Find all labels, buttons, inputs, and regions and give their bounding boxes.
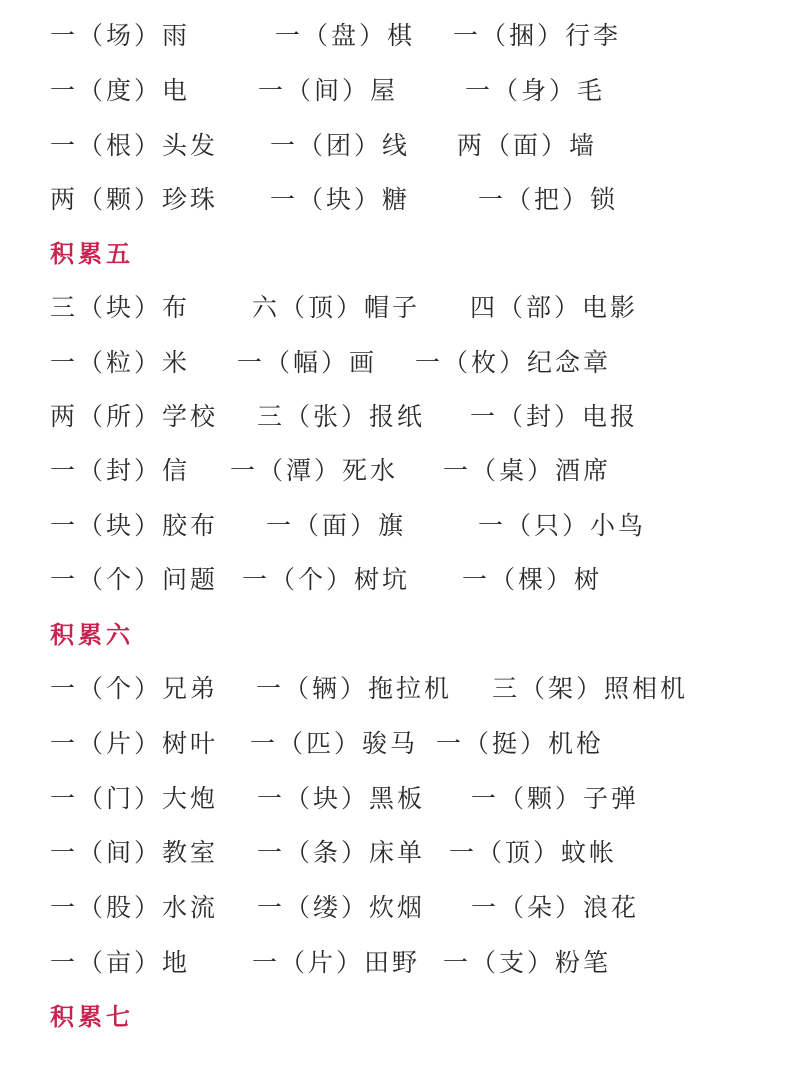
measure-word-phrase: 一（个）问题 (50, 565, 219, 594)
measure-word-row (0, 71, 810, 111)
measure-word-phrase: 三（架）照相机 (492, 674, 689, 703)
measure-word-phrase: 四（部）电影 (470, 293, 639, 322)
measure-word-phrase: 一（辆）拖拉机 (256, 674, 453, 703)
measure-word-row (0, 779, 810, 819)
measure-word-phrase: 一（面）旗 (266, 511, 407, 540)
section-heading: 积累五 (50, 239, 134, 268)
measure-word-phrase: 一（挺）机枪 (436, 729, 605, 758)
measure-word-phrase: 一（桌）酒席 (443, 456, 612, 485)
measure-word-phrase: 三（块）布 (50, 293, 191, 322)
measure-word-row (0, 180, 810, 220)
measure-word-row (0, 943, 810, 983)
measure-word-phrase: 一（封）信 (50, 456, 191, 485)
measure-word-phrase: 一（块）糖 (270, 185, 411, 214)
measure-word-phrase: 一（颗）子弹 (471, 784, 640, 813)
measure-word-row (0, 397, 810, 437)
measure-word-phrase: 一（片）树叶 (50, 729, 219, 758)
measure-word-phrase: 一（幅）画 (237, 348, 378, 377)
measure-word-phrase: 一（块）黑板 (257, 784, 426, 813)
measure-word-phrase: 一（亩）地 (50, 948, 191, 977)
measure-word-row (0, 724, 810, 764)
measure-word-phrase: 一（支）粉笔 (443, 948, 612, 977)
measure-word-phrase: 两（所）学校 (50, 402, 219, 431)
measure-word-row (0, 288, 810, 328)
measure-word-row (0, 343, 810, 383)
measure-word-phrase: 一（场）雨 (50, 21, 191, 50)
measure-word-phrase: 一（匹）骏马 (250, 729, 419, 758)
measure-word-phrase: 一（朵）浪花 (471, 893, 640, 922)
measure-word-phrase: 一（只）小鸟 (478, 511, 647, 540)
measure-word-row (0, 126, 810, 166)
measure-word-phrase: 一（间）教室 (50, 838, 219, 867)
measure-word-phrase: 一（封）电报 (470, 402, 639, 431)
measure-word-phrase: 一（块）胶布 (50, 511, 219, 540)
measure-word-row (0, 888, 810, 928)
measure-word-phrase: 三（张）报纸 (257, 402, 426, 431)
measure-word-phrase: 一（间）屋 (258, 76, 399, 105)
measure-word-phrase: 一（个）树坑 (242, 565, 411, 594)
measure-word-phrase: 一（度）电 (50, 76, 191, 105)
measure-word-row (0, 506, 810, 546)
measure-word-phrase: 一（门）大炮 (50, 784, 219, 813)
section-heading: 积累七 (50, 1002, 134, 1031)
measure-word-phrase: 一（把）锁 (478, 185, 619, 214)
measure-word-phrase: 一（捆）行李 (453, 21, 622, 50)
measure-word-phrase: 一（片）田野 (252, 948, 421, 977)
measure-word-phrase: 一（棵）树 (462, 565, 603, 594)
measure-word-phrase: 一（盘）棋 (275, 21, 416, 50)
section-heading: 积累六 (50, 620, 134, 649)
measure-word-phrase: 一（股）水流 (50, 893, 219, 922)
measure-word-phrase: 一（身）毛 (465, 76, 606, 105)
measure-word-row (0, 669, 810, 709)
measure-word-phrase: 一（团）线 (270, 131, 411, 160)
measure-word-phrase: 一（缕）炊烟 (257, 893, 426, 922)
measure-word-row (0, 16, 810, 56)
measure-word-row (0, 560, 810, 600)
measure-word-phrase: 一（枚）纪念章 (415, 348, 612, 377)
measure-word-phrase: 一（根）头发 (50, 131, 219, 160)
measure-word-row (0, 833, 810, 873)
measure-word-row (0, 451, 810, 491)
measure-word-phrase: 六（顶）帽子 (252, 293, 421, 322)
measure-word-phrase: 一（顶）蚊帐 (449, 838, 618, 867)
measure-word-phrase: 一（个）兄弟 (50, 674, 219, 703)
measure-word-phrase: 两（面）墙 (457, 131, 598, 160)
measure-word-phrase: 两（颗）珍珠 (50, 185, 219, 214)
measure-word-phrase: 一（条）床单 (257, 838, 426, 867)
measure-word-phrase: 一（潭）死水 (230, 456, 399, 485)
measure-word-phrase: 一（粒）米 (50, 348, 191, 377)
